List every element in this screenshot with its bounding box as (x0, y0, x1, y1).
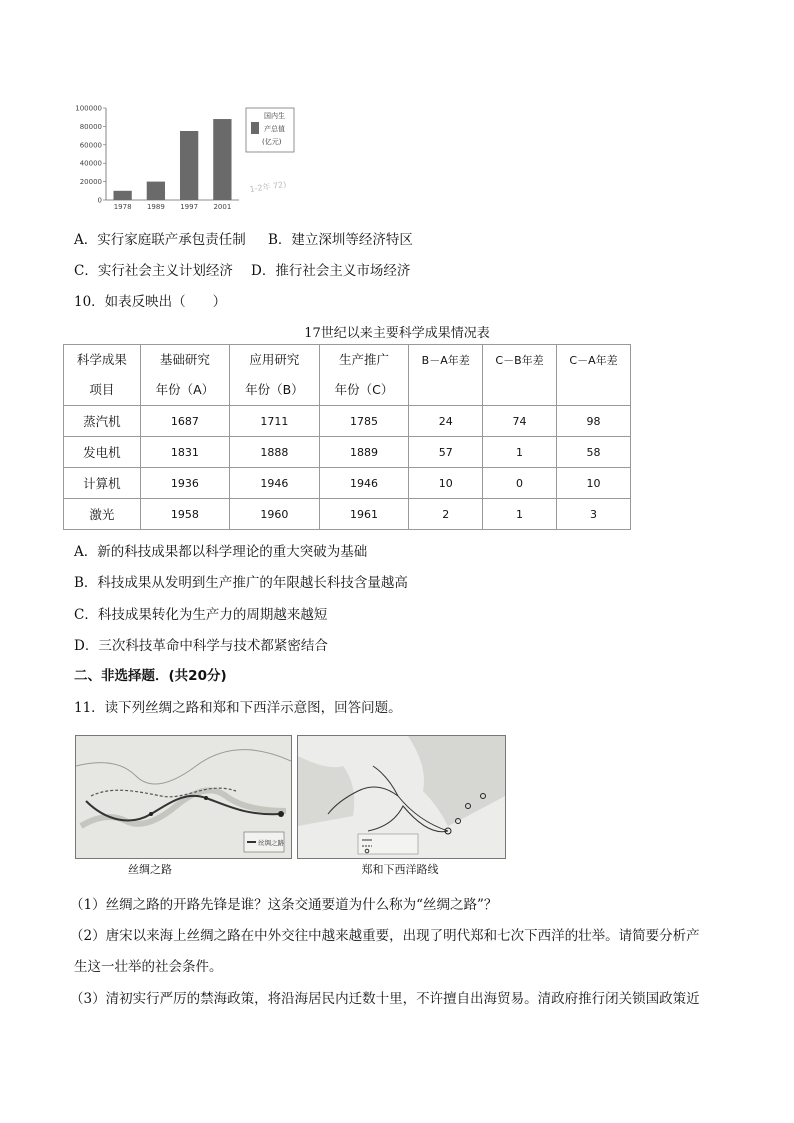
cell: 1960 (230, 499, 320, 530)
q9-option-b: B．建立深圳等经济特区 (268, 232, 413, 248)
bar-1978 (113, 191, 131, 200)
cell: 98 (557, 406, 631, 437)
bar-2001 (213, 119, 231, 200)
q11-sub2-line2: 生这一壮举的社会条件。 (74, 959, 223, 975)
q10-option-a: A．新的科技成果都以科学理论的重大突破为基础 (74, 544, 368, 560)
header-item: 科学成果 项目 (64, 345, 141, 406)
gdp-bar-chart (74, 100, 314, 216)
q9-option-c: C．实行社会主义计划经济 (74, 263, 233, 279)
q9-option-a: A．实行家庭联产承包责任制 (74, 232, 246, 248)
cell: 10 (557, 468, 631, 499)
y-tick-label: 100000 (75, 104, 102, 113)
section-heading: 二、非选择题．(共20分) (74, 668, 227, 684)
table-row (64, 437, 631, 468)
cell-item: 激光 (64, 499, 141, 530)
cell: 1936 (140, 468, 229, 499)
cell: 1 (483, 437, 557, 468)
cell: 1946 (319, 468, 409, 499)
map-legend-box (358, 834, 418, 854)
cell: 24 (409, 406, 483, 437)
city-marker (204, 796, 208, 800)
silk-road-caption: 丝绸之路 (128, 863, 172, 876)
map-legend-label: 丝绸之路 (258, 839, 284, 847)
q11-sub3: （3）清初实行严厉的禁海政策，将沿海居民内迁数十里，不许擅自出海贸易。清政府推行闭关锁国政策近 (70, 991, 700, 1007)
cell: 1958 (140, 499, 229, 530)
q11-sub1: （1）丝绸之路的开路先锋是谁？这条交通要道为什么称为“丝绸之路”？ (70, 897, 498, 913)
cell-item: 蒸汽机 (64, 406, 141, 437)
gdp-chart-svg (74, 100, 314, 216)
cell: 1831 (140, 437, 229, 468)
header-production: 生产推广 年份（C） (319, 345, 409, 406)
y-tick-label: 60000 (79, 141, 102, 150)
q10-option-b: B．科技成果从发明到生产推广的年限越长科技含量越高 (74, 575, 408, 591)
cell: 10 (409, 468, 483, 499)
x-tick-label: 1978 (113, 203, 132, 211)
cell: 3 (557, 499, 631, 530)
table-row (64, 499, 631, 530)
cell: 1946 (230, 468, 320, 499)
science-results-table (63, 344, 631, 530)
cell: 1889 (319, 437, 409, 468)
table-row (64, 468, 631, 499)
cell: 1888 (230, 437, 320, 468)
city-marker (149, 812, 153, 816)
cell: 57 (409, 437, 483, 468)
x-tick-label: 1989 (146, 203, 165, 211)
q10-option-c: C．科技成果转化为生产力的周期越来越短 (74, 607, 328, 623)
table-header-row (64, 345, 631, 406)
cell: 0 (483, 468, 557, 499)
bars-group (113, 119, 231, 200)
y-tick-label: 80000 (79, 122, 102, 131)
pencil-scribble: 1-2年 72) (249, 179, 287, 194)
legend-line-3: (亿元) (262, 138, 282, 146)
city-marker (278, 811, 284, 817)
header-b-minus-a: B－A年差 (409, 345, 483, 406)
zheng-he-caption: 郑和下西洋路线 (361, 863, 439, 876)
cell-item: 发电机 (64, 437, 141, 468)
cell: 1711 (230, 406, 320, 437)
q10-stem: 10．如表反映出（ ） (74, 294, 227, 310)
y-tick-label: 0 (97, 196, 102, 205)
header-applied-research: 应用研究 年份（B） (230, 345, 320, 406)
x-axis-ticks (114, 203, 232, 211)
x-tick-label: 1997 (180, 203, 199, 211)
silk-road-map-svg (76, 736, 291, 858)
table-title: 17世纪以来主要科学成果情况表 (304, 326, 490, 341)
q9-option-d: D．推行社会主义市场经济 (251, 263, 411, 279)
cell: 1 (483, 499, 557, 530)
x-tick-label: 2001 (213, 203, 232, 211)
zheng-he-map-svg (298, 736, 505, 858)
cell: 74 (483, 406, 557, 437)
cell: 1961 (319, 499, 409, 530)
zheng-he-map (297, 735, 506, 859)
y-axis-ticks (75, 105, 106, 205)
table-row (64, 406, 631, 437)
header-basic-research: 基础研究 年份（A） (140, 345, 229, 406)
q11-sub2-line1: （2）唐宋以来海上丝绸之路在中外交往中越来越重要，出现了明代郑和七次下西洋的壮举。请简要分析产 (70, 928, 700, 944)
header-c-minus-b: C－B年差 (483, 345, 557, 406)
y-tick-label: 20000 (79, 178, 102, 187)
silk-road-map (75, 735, 292, 859)
bar-1989 (147, 182, 165, 200)
cell: 58 (557, 437, 631, 468)
cell: 2 (409, 499, 483, 530)
legend-line-2: 产总值 (264, 125, 285, 133)
q11-stem: 11．读下列丝绸之路和郑和下西洋示意图，回答问题。 (74, 700, 402, 716)
cell: 1687 (140, 406, 229, 437)
legend-swatch (251, 122, 259, 134)
q10-option-d: D．三次科技革命中科学与技术都紧密结合 (74, 638, 328, 654)
y-tick-label: 40000 (79, 159, 102, 168)
bar-1997 (180, 131, 198, 200)
cell-item: 计算机 (64, 468, 141, 499)
legend-line-1: 国内生 (264, 112, 285, 120)
cell: 1785 (319, 406, 409, 437)
header-c-minus-a: C－A年差 (557, 345, 631, 406)
